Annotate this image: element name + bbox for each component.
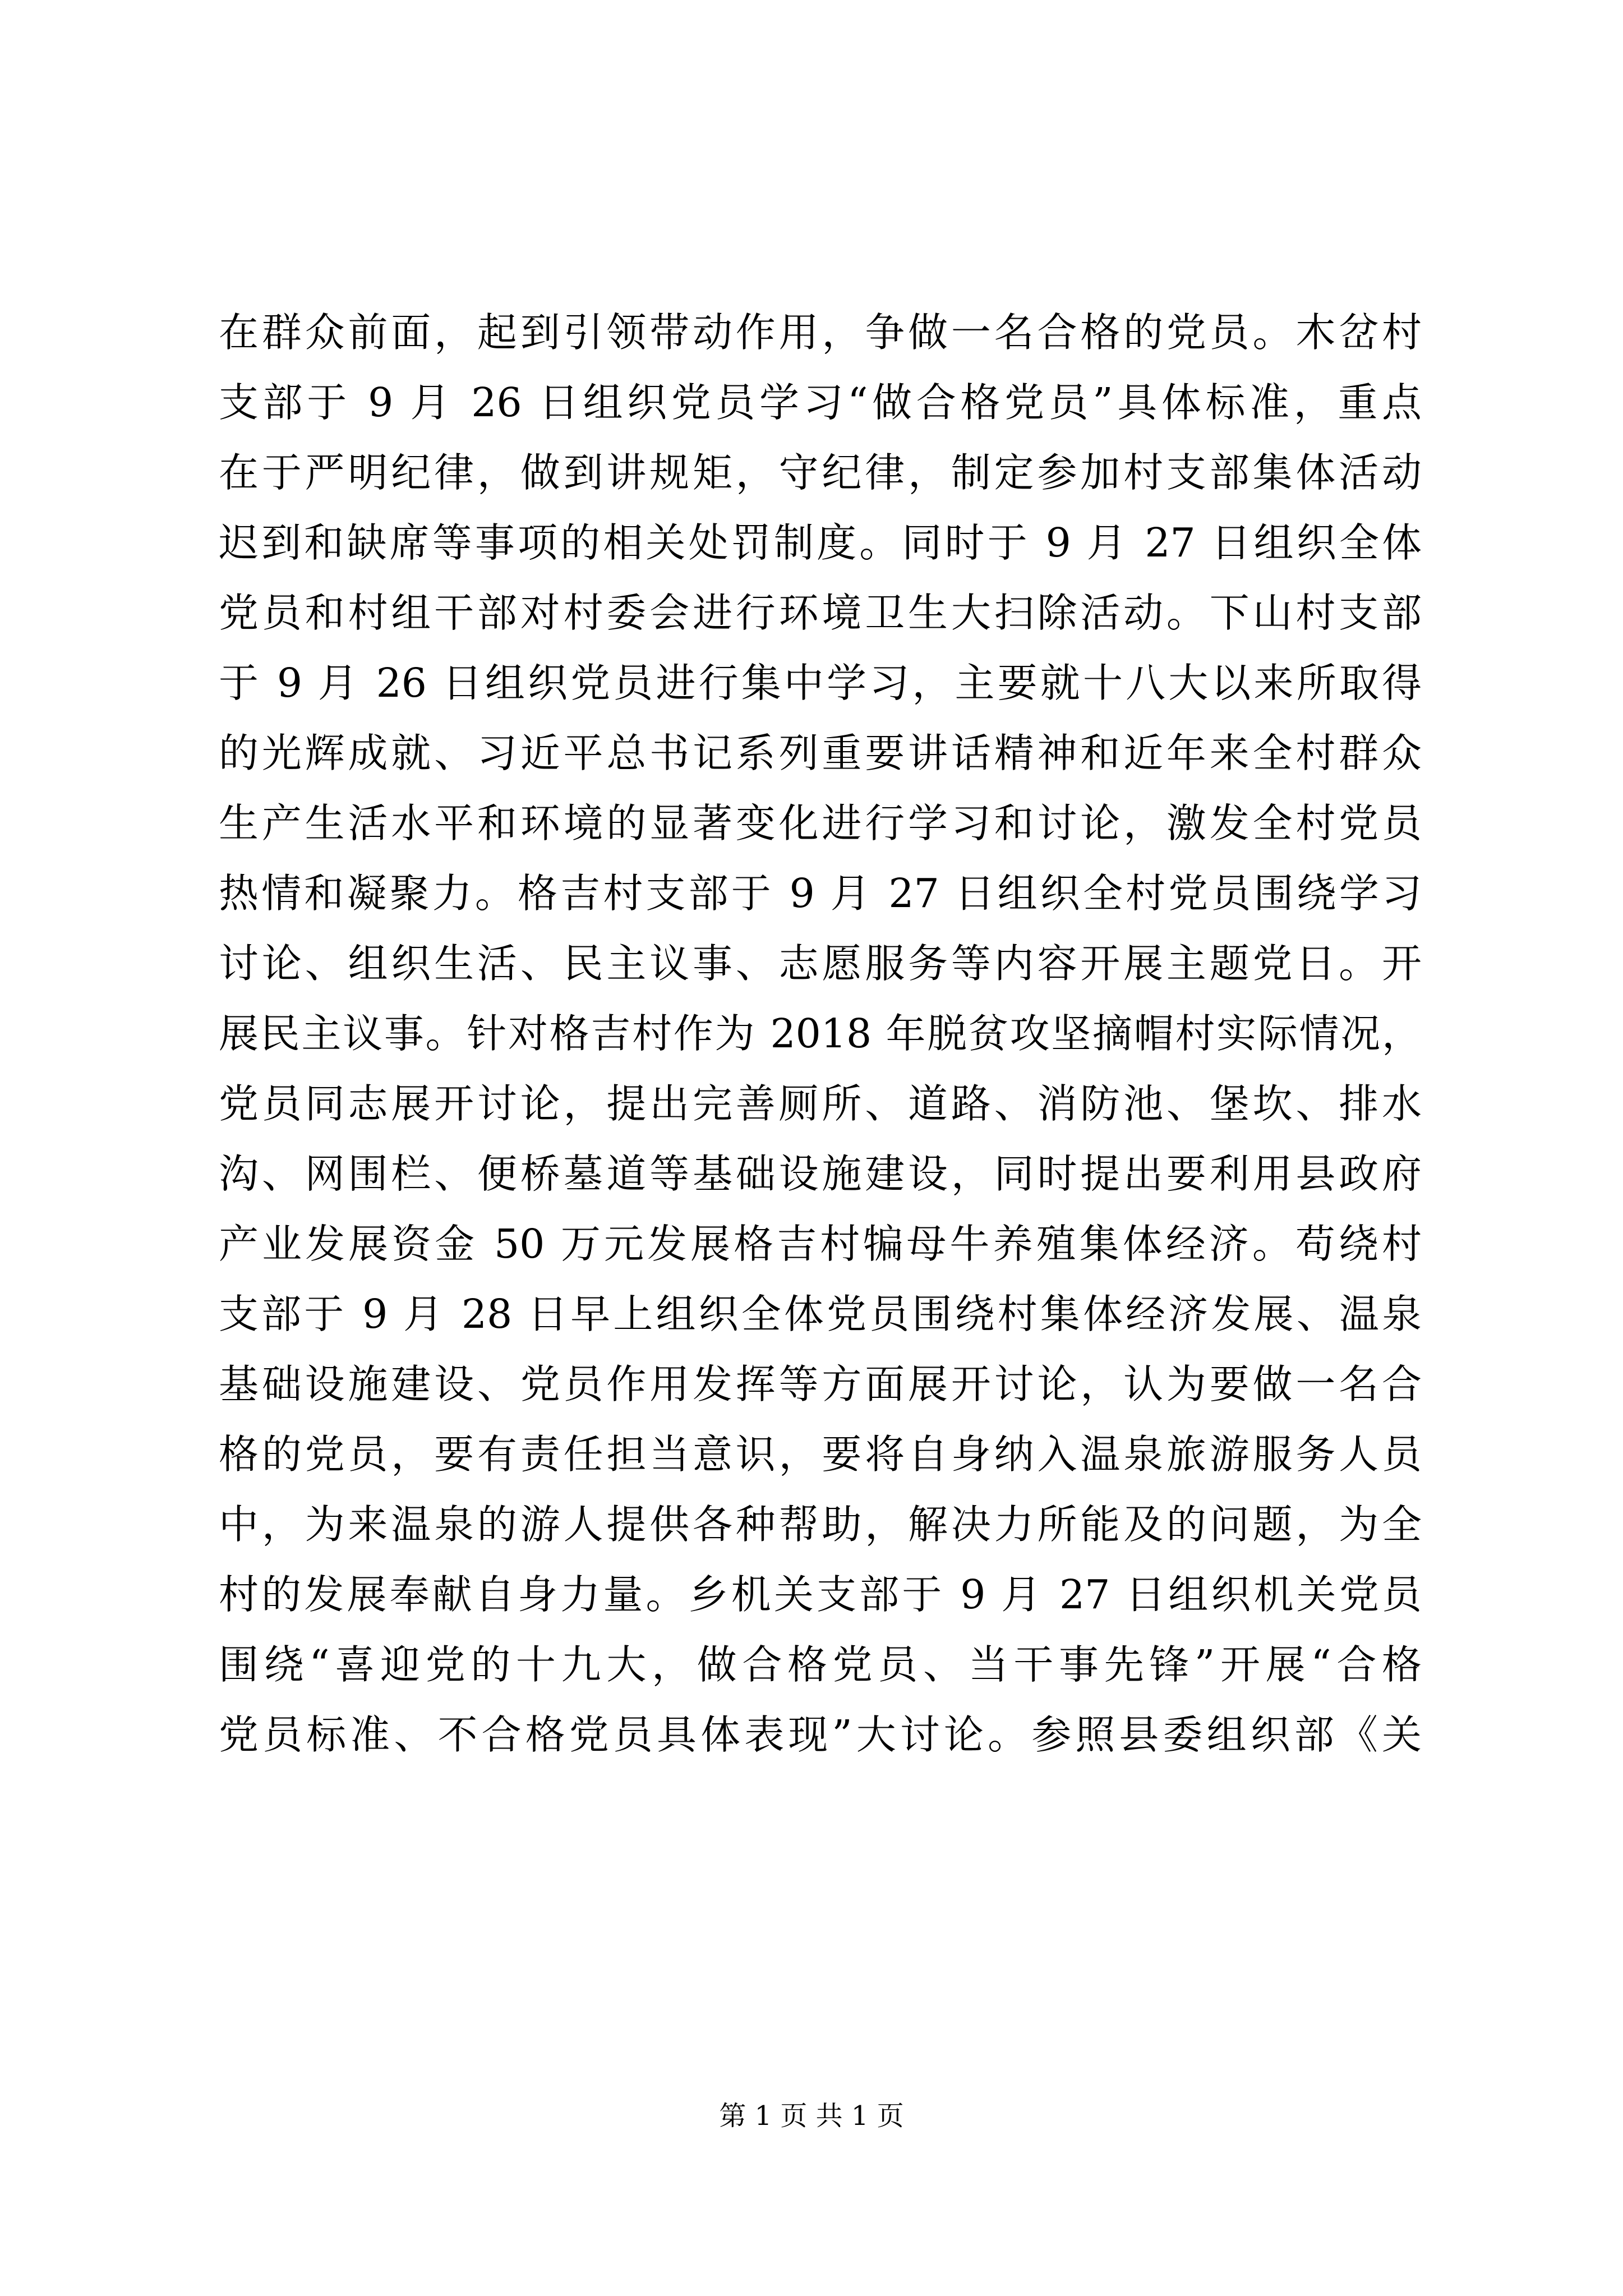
text-line: 支部于 9 月 28 日早上组织全体党员围绕村集体经济发展、温泉 (219, 1291, 1422, 1337)
text-line: 迟到和缺席等事项的相关处罚制度。同时于 9 月 27 日组织全体 (219, 519, 1422, 566)
text-line: 于 9 月 26 日组织党员进行集中学习，主要就十八大以来所取得 (219, 660, 1422, 706)
text-line: 党员同志展开讨论，提出完善厕所、道路、消防池、堡坎、排水 (219, 1080, 1422, 1127)
text-line: 产业发展资金 50 万元发展格吉村犏母牛养殖集体经济。苟绕村 (219, 1221, 1422, 1267)
text-line: 沟、网围栏、便桥墓道等基础设施建设，同时提出要利用县政府 (219, 1151, 1422, 1197)
text-line: 围绕“喜迎党的十九大，做合格党员、当干事先锋”开展“合格 (219, 1641, 1422, 1688)
text-line: 热情和凝聚力。格吉村支部于 9 月 27 日组织全村党员围绕学习 (219, 870, 1422, 917)
text-line: 在群众前面，起到引领带动作用，争做一名合格的党员。木岔村 (219, 309, 1422, 356)
text-line: 党员标准、不合格党员具体表现”大讨论。参照县委组织部《关 (219, 1711, 1422, 1758)
text-line: 支部于 9 月 26 日组织党员学习“做合格党员”具体标准，重点 (219, 379, 1422, 426)
text-line: 格的党员，要有责任担当意识，要将自身纳入温泉旅游服务人员 (219, 1431, 1422, 1478)
text-line: 生产生活水平和环境的显著变化进行学习和讨论，激发全村党员 (219, 800, 1422, 846)
body-text (219, 297, 1422, 1770)
text-line: 的光辉成就、习近平总书记系列重要讲话精神和近年来全村群众 (219, 730, 1422, 776)
text-line: 展民主议事。针对格吉村作为 2018 年脱贫攻坚摘帽村实际情况， (219, 1010, 1422, 1057)
text-line: 党员和村组干部对村委会进行环境卫生大扫除活动。下山村支部 (219, 590, 1422, 636)
text-line: 在于严明纪律，做到讲规矩，守纪律，制定参加村支部集体活动 (219, 449, 1422, 496)
page-number-footer: 第 1 页 共 1 页 (719, 2100, 904, 2132)
text-line: 基础设施建设、党员作用发挥等方面展开讨论，认为要做一名合 (219, 1361, 1422, 1407)
text-line: 中，为来温泉的游人提供各种帮助，解决力所能及的问题，为全 (219, 1501, 1422, 1548)
text-line: 村的发展奉献自身力量。乡机关支部于 9 月 27 日组织机关党员 (219, 1571, 1422, 1618)
text-line: 讨论、组织生活、民主议事、志愿服务等内容开展主题党日。开 (219, 940, 1422, 987)
